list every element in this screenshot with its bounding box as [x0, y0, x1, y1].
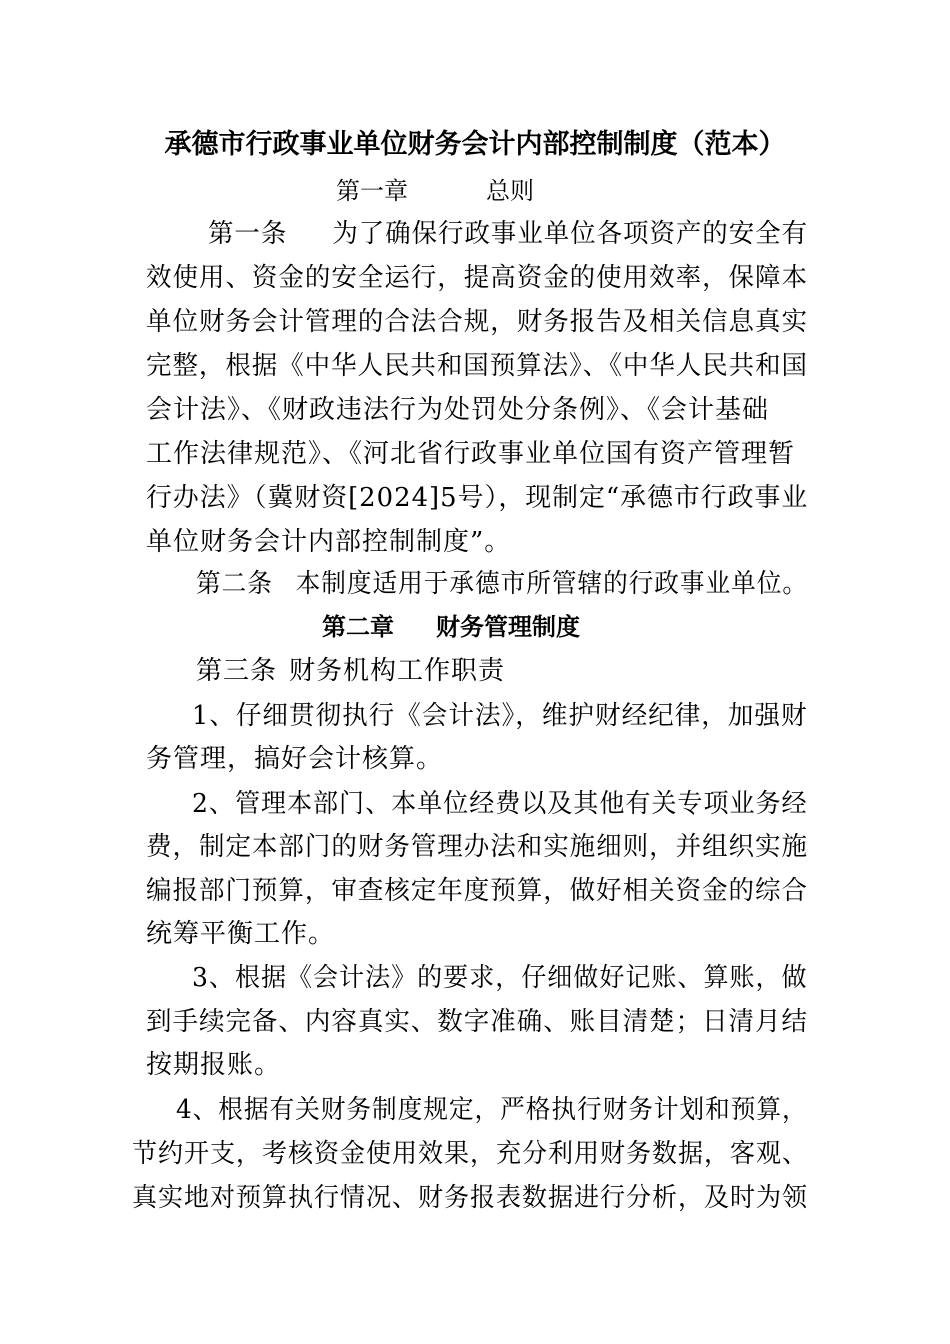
- article-1-line: 为了确保行政事业单位各项资产的安全有: [332, 219, 809, 249]
- article-1-line: 行办法》（冀财资[2024]5号），现制定“承德市行政事业: [146, 483, 809, 513]
- article-1-line: 工作法律规范》、《河北省行政事业单位国有资产管理暂: [146, 439, 796, 469]
- article-2: [196, 568, 808, 600]
- chapter-2-name: 财务管理制度: [436, 613, 580, 641]
- item-1-line: 1、仔细贯彻执行《会计法》，维护财经纪律，加强财: [192, 701, 808, 731]
- chapter-1-number: 第一章: [336, 177, 408, 205]
- article-2-text: 本制度适用于承德市所管辖的行政事业单位。: [295, 569, 809, 599]
- item-3-line: 到手续完备、内容真实、数字准确、账目清楚；日清月结: [146, 1007, 809, 1037]
- article-2-label: 第二条: [196, 569, 273, 599]
- article-3-heading: [196, 655, 505, 687]
- article-1-line: 单位财务会计管理的合法合规，财务报告及相关信息真实: [146, 307, 809, 337]
- item-3-line: 按期报账。: [146, 1050, 282, 1080]
- item-2-line: 编报部门预算，审查核定年度预算，做好相关资金的综合: [146, 876, 809, 906]
- item-2-line: 费，制定本部门的财务管理办法和实施细则，并组织实施: [146, 832, 809, 862]
- article-1-line: 单位财务会计内部控制制度”。: [146, 527, 512, 557]
- article-1-line: 效使用、资金的安全运行，提高资金的使用效率，保障本: [146, 263, 809, 293]
- item-4-line: 4、根据有关财务制度规定，严格执行财务计划和预算，: [176, 1095, 808, 1125]
- chapter-2-heading: [322, 612, 580, 642]
- article-3-text: 财务机构工作职责: [289, 656, 506, 686]
- item-2-line: 2、管理本部门、本单位经费以及其他有关专项业务经: [192, 789, 808, 819]
- article-1-label: 第一条: [208, 219, 288, 249]
- article-1-line: 会计法》、《财政违法行为处罚处分条例》、《会计基础: [146, 395, 770, 425]
- article-1-first-line: [208, 218, 808, 250]
- article-1-line: 完整，根据《中华人民共和国预算法》、《中华人民共和国: [146, 351, 809, 381]
- article-3-label: 第三条: [196, 656, 278, 686]
- chapter-2-number: 第二章: [322, 613, 394, 641]
- item-3-line: 3、根据《会计法》的要求，仔细做好记账、算账，做: [192, 963, 808, 993]
- item-1-line: 务管理，搞好会计核算。: [146, 744, 444, 774]
- item-2-line: 统筹平衡工作。: [146, 919, 336, 949]
- document-title: 承德市行政事业单位财务会计内部控制制度（范本）: [164, 129, 786, 160]
- chapter-1-name: 总则: [486, 177, 534, 205]
- chapter-1-heading: [336, 176, 534, 206]
- item-4-line: 节约开支，考核资金使用效果，充分利用财务数据，客观、: [132, 1139, 809, 1169]
- item-4-line: 真实地对预算执行情况、财务报表数据进行分析，及时为领: [132, 1183, 809, 1213]
